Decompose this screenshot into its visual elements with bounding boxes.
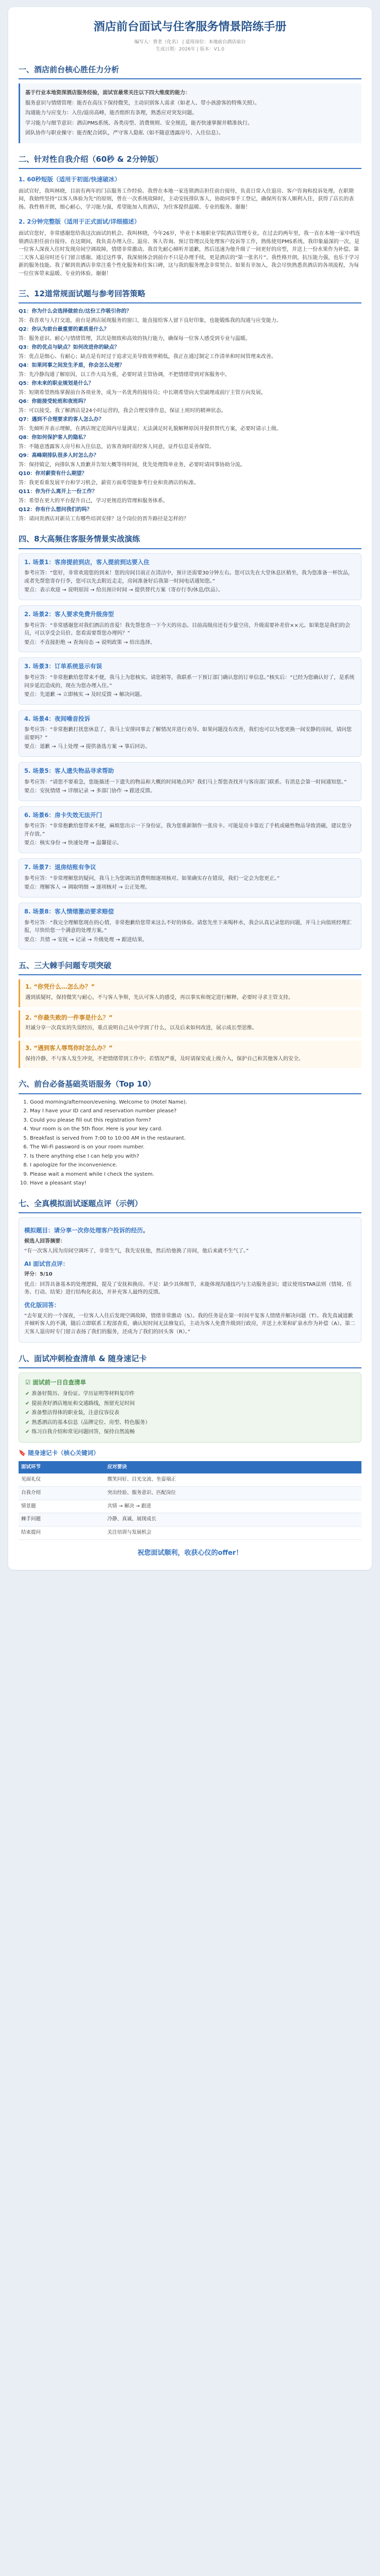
review-score: 评分：5/10 [24,1272,53,1278]
table-row: 自我介绍 突出经验、服务意识、匹配岗位 [19,1487,361,1500]
mock-interview-box [19,1217,361,1343]
manual-card [8,7,372,1570]
quick-card-title: 🔖 随身速记卡（核心关键词） [19,1449,100,1456]
tough-question: 2. “你最失败的一件事是什么？” 坦诚分享一次真实的失误经历，重点说明自己从中学到了什么，以及后来如何改进，展示成长型思维。 [19,1010,361,1038]
section-title-5: 五、三大棘手问题专项突破 [19,960,361,975]
checklist-item: ✔ 练习自我介绍和常见问题回答，保持自然流畅 [25,1429,135,1435]
question: Q5：你未来的职业规划是什么？ [19,381,94,387]
intro-short-text: 面试官好，我叫林晓，目前有两年的门店服务工作经验。我曾在本地一家连锁酒店担任前台接待，负责日常入住退房、客户咨询和投诉处理。在职期间，我始终坚持“以客人体验为先”的原则，曾在一次系统故障时，主动安抚排队客人，协助同事手工登记，确保所有客人顺利入住，获得了店长的表扬。我性格开朗，细心耐心，学习能力强，希望能加入贵酒店，为住客提供温暖、专业的服务。谢谢！ [19,188,354,210]
english-phrase: 7. Is there anything else I can help you with? [30,1153,361,1161]
question: Q1：你为什么会选择做前台/这份工作吸引你的？ [19,309,132,315]
optimized-label: 优化版回答： [24,1301,60,1309]
mock-question: 模拟题目：请分享一次你处理客户投诉的经历。 [24,1226,149,1234]
table-row: 见面礼仪 微笑问好、目光交流、坐姿端正 [19,1473,361,1486]
answer: 答：可以接受。我了解酒店是24小时运营的，我会合理安排作息，保证上班时的精神状态。 [19,408,226,414]
answer: 答：短期希望熟练掌握前台各项业务，成为一名优秀的接待员；中长期希望向大堂副理或前厅主管方向发展。 [19,389,266,396]
scene-card: 2. 场景2：客人要求免费升级房型 参考应答：“非常感谢您对我们酒店的喜爱！我先帮您查一下今天的房态。目前高级房还有少量空房，升级需要补差价××元。如果您是我们的会员，可以享受会员价。您看需要帮您办理吗？” 要点：不直接拒绝 → 查询房态 → 说明政策 → 给出选择。 [19,605,361,652]
checklist-title: ☑ 面试前一日自查清单 [25,1379,86,1386]
answer: 答：优点是细心、有耐心；缺点是有时过于追求完美导致效率稍低，我正在通过制定工作清单和时间管理来改善。 [19,353,276,360]
english-phrase: 4. Your room is on the 5th floor. Here is your key card. [30,1125,361,1133]
scene-card: 5. 场景5：客人遗失物品寻求帮助 参考应答：“请您不要着急，您能描述一下遗失的物品和大概的时间地点吗？我们马上帮您查找并与客房部门联系。有消息会第一时间通知您。” 要点：安抚情绪 → 详细记录 → 多部门协作 → 跟进反馈。 [19,762,361,801]
competency-intro: 基于行业本地资深酒店服务经验，面试官最常关注以下四大维度的能力： [25,90,190,96]
english-phrase: 6. The Wi-Fi password is on your room number. [30,1143,361,1151]
scene-card: 3. 场景3：订单系统显示有误 参考应答：“非常抱歉给您带来不便，我马上为您核实。请您稍等，我联系一下预订部门确认您的订单信息。”核实后：“已经为您确认好了，是系统同步延迟造成的，现在为您办理入住。” 要点：先道歉 → 立即核实 → 及时反馈 → 解决问题。 [19,657,361,704]
question: Q10：你对薪资有什么期望？ [19,471,87,477]
quick-card-table [19,1461,361,1540]
question: Q3：你的优点与缺点？如何改进你的缺点？ [19,345,120,351]
ai-review-label: AI 面试官点评： [24,1260,69,1267]
optimized-answer: “去年夏天的一个深夜，一位客人入住后发现空调故障，情绪非常激动（S）。我的任务是在第一时间平复客人情绪并解决问题（T）。我先真诚道歉并倾听客人的不满，随后立即联系工程部查看，确认短时间无法修复后，主动为客人免费升级到行政房，并送上水果和矿泉水作为补偿（A）。第二天客人退房时专门留言表扬了我们的服务，还成为了我们的回头客（R）。” [24,1313,355,1335]
question: Q4：如果同事之间发生矛盾，你会怎么处理？ [19,363,125,369]
english-phrase: 3. Could you please fill out this registration form? [30,1116,361,1125]
english-phrase: 5. Breakfast is served from 7:00 to 10:00 AM in the restaurant. [30,1134,361,1143]
answer: 答：我更看重发展平台和学习机会，薪资方面希望能参考行业和贵酒店的标准。 [19,480,199,486]
check-icon: ☑ [25,1379,33,1386]
table-header: 面试环节 [19,1461,105,1474]
scene-card: 4. 场景4：夜间噪音投诉 参考应答：“非常抱歉打扰您休息了，我马上安排同事去了解情况并进行劝导。如果问题没有改善，我们也可以为您更换一间安静的房间，请问您需要吗？” 要点：道歉 → 马上处理 → 提供备选方案 → 事后回访。 [19,710,361,757]
scene-card: 6. 场景6：房卡失效无法开门 参考应答：“非常抱歉给您带来不便，麻烦您出示一下身份证，我为您重新制作一张房卡。可能是房卡靠近了手机或磁性物品导致消磁，建议您分开存放。” 要点：核实身份 → 快速处理 → 温馨提示。 [19,806,361,853]
check-icon: ✔ [25,1400,30,1406]
competency-item: 学习能力与细节意识：酒店PMS系统、各类房型、消费规则、安全规范，能否快速掌握并精准执行。 [25,120,253,126]
english-phrase: 9. Please wait a moment while I check the system. [30,1171,361,1179]
review-comment: 优点：回答具备基本的处理逻辑，提及了安抚和换房。不足：缺少具体细节，未能体现沟通技巧与主动服务意识；建议使用STAR法则（情境、任务、行动、结果）进行结构化表达，并补充客人最终的反馈。 [24,1281,352,1296]
competency-box [19,83,361,143]
page-title: 酒店前台面试与住客服务情景陪练手册 [93,21,287,33]
question: Q12：你有什么想问我们的吗？ [19,507,92,513]
question: Q11：你为什么离开上一份工作？ [19,489,97,495]
check-icon: ✔ [25,1429,30,1435]
competency-item: 沟通能力与应变力：入住/退房高峰，能否组织有条理，熟悉应对突发问题。 [25,110,197,116]
english-phrase: 2. May I have your ID card and reservation number please? [30,1107,361,1115]
scene-card: 7. 场景7：退房结账有争议 参考应答：“非常理解您的疑问，我马上为您调出消费明细逐项核对。如果确实存在错误，我们一定会为您更正。” 要点：理解客人 → 调取明细 → 逐项核对 → 公正处理。 [19,858,361,897]
bookmark-icon: 🔖 [19,1449,28,1456]
answer: 答：保持镇定，向排队客人致歉并告知大概等待时间，优先处理简单业务，必要时请同事协助分流。 [19,462,245,468]
section-title-7: 七、全真模拟面试逐题点评（示例） [19,1198,361,1213]
english-phrase: 10. Have a pleasant stay! [30,1179,361,1188]
intro-short-title: 1. 60秒短版（适用于初面/快速破冰） [19,175,121,183]
check-icon: ✔ [25,1391,30,1397]
english-phrase: 8. I apologize for the inconvenience. [30,1161,361,1170]
table-row: 棘手问题 冷静、真诚、展现成长 [19,1513,361,1527]
candidate-label: 候选人回答摘要： [24,1238,65,1244]
answer: 答：我喜欢与人打交道，前台是酒店展现服务的窗口，能直接给客人留下良好印象，也能锻炼我的沟通与应变能力。 [19,317,282,324]
closing-message: 祝您面试顺利，收获心仪的offer！ [137,1549,243,1557]
intro-long-title: 2. 2分钟完整版（适用于正式面试/详细描述） [19,218,140,226]
answer: 答：不随意透露客人房号和入住信息，访客查询时需经客人同意，证件信息妥善保管。 [19,444,214,450]
answer: 答：希望在更大的平台提升自己，学习更规范的管理和服务体系。 [19,498,168,504]
section-title-4: 四、8大高频住客服务情景实战演练 [19,533,361,549]
qa-list [19,308,361,523]
section-title-8: 八、面试冲刺检查清单 & 随身速记卡 [19,1353,361,1368]
table-row: 结束提问 关注培训与发展机会 [19,1527,361,1540]
answer: 答：服务意识、耐心与情绪管理，其次是细致和高效的执行能力，确保每一位客人感受到专业与温暖。 [19,335,251,342]
table-row: 情景题 共情 → 解决 → 跟进 [19,1500,361,1513]
intro-long-text: 面试官您好，非常感谢您给我这次面试的机会。我叫林晓，今年26岁，毕业于本地职业学院酒店管理专业。在过去的两年里，我一直在本地一家中档连锁酒店担任前台接待。在这期间，我负责办理入住、退房、客人咨询、预订管理以及处理客户投诉等工作，熟练使用PMS系统。我印象最深的一次，是一位客人深夜入住时发现房间空调故障，情绪非常激动。我首先耐心倾听并道歉，然后迅速为他升级了一间更好的房型，并送上一份水果作为补偿。第二天客人退房时还专门留言感谢。通过这件事，我深刻体会到前台不只是办理手续，更是酒店的“第一张名片”。我性格开朗，抗压能力强，也乐于学习新的服务技能。我了解到贵酒店非常注重个性化服务和住客口碑，这与我的服务理念非常契合。如果有幸加入，我会尽快熟悉贵酒店的各项流程，为每一位住客带来温暖、专业的体验。谢谢！ [19,231,360,277]
section-title-2: 二、针对性自我介绍（60秒 & 2分钟版） [19,154,361,169]
answer: 答：请问贵酒店对新员工有哪些培训安排？这个岗位的晋升路径是怎样的？ [19,516,189,522]
section-title-6: 六、前台必备基础英语服务（Top 10） [19,1078,361,1094]
tough-question: 3. “遇到客人辱骂你时怎么办？” 保持冷静，不与客人发生冲突，不把情绪带到工作中；若情况严重，及时请保安或上级介入，保护自己和其他客人的安全。 [19,1041,361,1068]
competency-item: 服务意识与情绪管理：能否在高压下保持微笑，主动识别客人需求（如老人、带小孩游客的特殊关照）。 [25,100,260,106]
tough-question: 1. “你凭什么…怎么办？” 遇到质疑时，保持微笑与耐心，不与客人争辩，先认可客人的感受，再以事实和规定进行解释，必要时寻求主管支持。 [19,979,361,1007]
check-icon: ✔ [25,1410,30,1416]
checklist-item: ✔ 准备整洁得体的职业装，注意仪容仪表 [25,1410,120,1416]
answer: 答：先冷静沟通了解原因，以工作大局为重，必要时请主管协调，不把情绪带到对客服务中。 [19,371,230,378]
section-title-1: 一、酒店前台核心胜任力分析 [19,64,361,79]
table-header: 应对要诀 [105,1461,361,1474]
candidate-answer: “有一次客人因为房间空调坏了，非常生气，我先安抚他，然后给他换了房间，他后来就不生气了。” [24,1248,249,1255]
english-phrase-list [19,1098,361,1188]
answer: 答：先倾听并表示理解，在酒店规定范围内尽量满足；无法满足时礼貌解释原因并提供替代方案，必要时请示上级。 [19,426,282,432]
section-title-3: 三、12道常规面试题与参考回答策略 [19,288,361,303]
version-meta: 生成日期：2026年 | 版本：V1.0 [155,47,225,53]
author-meta: 编写人：曾老（化名） | 适用岗位：本地前台酒店前台 [134,40,246,45]
check-icon: ✔ [25,1419,30,1426]
english-phrase: 1. Good morning/afternoon/evening. Welcome to (Hotel Name). [30,1098,361,1107]
question: Q9：高峰期排队很多人时怎么办？ [19,453,99,459]
competency-item: 团队协作与职业操守：能否配合团队，严守客人隐私（如不随意透露房号、入住信息）。 [25,130,224,137]
question: Q7：遇到不合理要求的客人怎么办？ [19,417,104,423]
question: Q8：你如何保护客人的隐私？ [19,435,89,441]
scene-card: 1. 场景1：客房提前到店，客人提前到达要入住 参考应答：“您好，非常欢迎您的到来！您的房间目前正在清洁中，预计还需要30分钟左右。您可以先在大堂休息区稍坐，我为您准备一杯饮品，或者先帮您寄存行李，您可以先去附近走走，房间准备好后我第一时间电话通知您。” 要点：表示欢迎 → 说明原因 → 给出预计时间 → 提供替代方案（寄存行李/休息/饮品）。 [19,553,361,600]
checklist-item: ✔ 提前查好酒店地址和交通路线，预留充足时间 [25,1400,135,1406]
scene-card: 8. 场景8：客人情绪激动要求赔偿 参考应答：“我完全理解您现在的心情，非常抱歉给您带来这么不好的体验。请您先坐下来喝杯水，我会认真记录您的问题，并马上向值班经理汇报，尽快给您一个满意的处理方案。” 要点：共情 → 安抚 → 记录 → 升级处理 → 跟进结果。 [19,903,361,950]
question: Q6：你能接受轮班和夜班吗？ [19,399,89,405]
page [8,0,372,1580]
checklist-box [19,1372,361,1442]
checklist-item: ✔ 准备好简历、身份证、学历证明等材料复印件 [25,1391,135,1397]
checklist-item: ✔ 熟悉酒店的基本信息（品牌定位、房型、特色服务） [25,1419,151,1426]
question: Q2：你认为前台最重要的素质是什么？ [19,327,109,333]
